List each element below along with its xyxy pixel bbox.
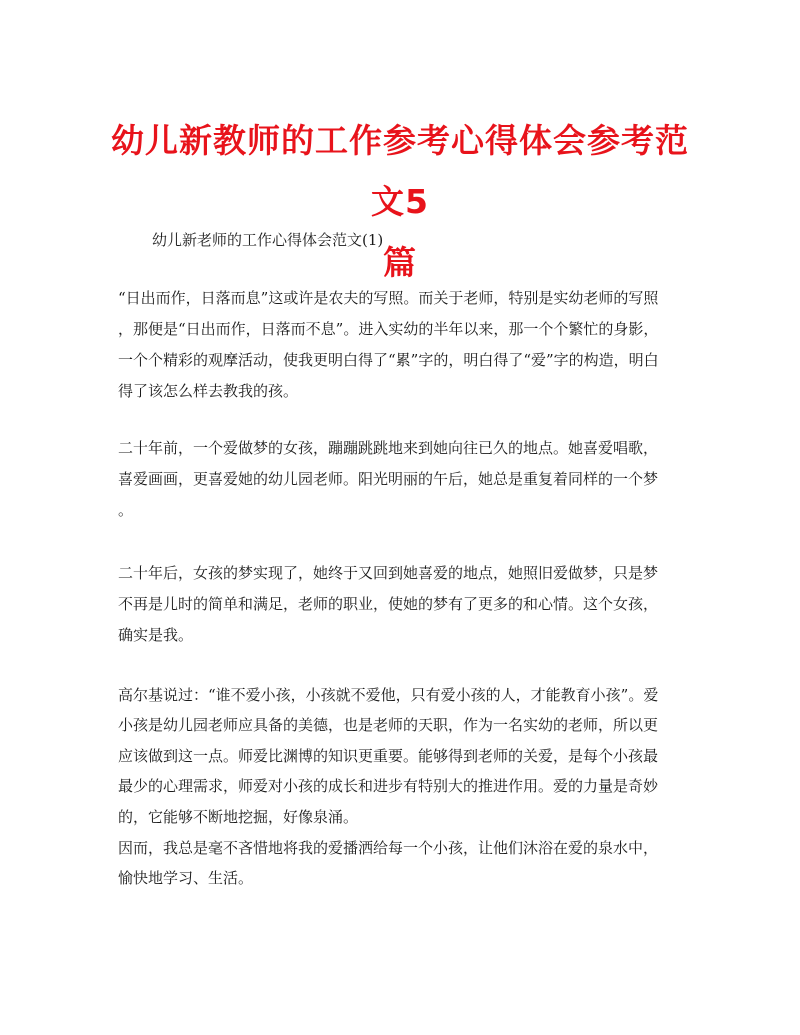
paragraph-4-line-3: 应该做到这一点。师爱比渊博的知识更重要。能够得到老师的关爱，是每个小孩最: [118, 747, 659, 765]
section-subtitle: 幼儿新老师的工作心得体会范文(1): [152, 231, 384, 249]
paragraph-3-line-3: 确实是我。: [118, 626, 194, 644]
paragraph-1-line-3: 一个个精彩的观摩活动，使我更明白得了“累”字的，明白得了“爱”字的构造，明白: [118, 351, 659, 369]
paragraph-4-line-4: 最少的心理需求，师爱对小孩的成长和进步有特别大的推进作用。爱的力量是奇妙: [118, 777, 659, 795]
paragraph-4-line-2: 小孩是幼儿园老师应具备的美德，也是老师的天职，作为一名实幼的老师，所以更: [118, 716, 659, 734]
paragraph-4-line-6: 因而，我总是毫不吝惜地将我的爱播洒给每一个小孩，让他们沐浴在爱的泉水中，: [118, 839, 659, 857]
title-line-1: 幼儿新教师的工作参考心得体会参考范文5: [111, 121, 689, 221]
paragraph-4-line-7: 愉快地学习、生活。: [118, 869, 254, 887]
paragraph-2-line-3: 。: [118, 501, 134, 519]
paragraph-2-line-1: 二十年前，一个爱做梦的女孩，蹦蹦跳跳地来到她向往已久的地点。她喜爱唱歌，: [118, 439, 659, 457]
paragraph-4-line-1: 高尔基说过：“谁不爱小孩，小孩就不爱他，只有爱小孩的人，才能教育小孩”。爱: [118, 686, 659, 704]
title-line-2: 篇: [383, 243, 417, 282]
document-title: [105, 110, 695, 293]
paragraph-1-line-2: ，那便是“日出而作，日落而不息”。进入实幼的半年以来，那一个个繁忙的身影，: [118, 320, 659, 338]
paragraph-2-line-2: 喜爱画画，更喜爱她的幼儿园老师。阳光明丽的午后，她总是重复着同样的一个梦: [118, 470, 659, 488]
paragraph-3-line-2: 不再是儿时的简单和满足，老师的职业，使她的梦有了更多的和心情。这个女孩，: [118, 595, 659, 613]
paragraph-3-line-1: 二十年后，女孩的梦实现了，她终于又回到她喜爱的地点，她照旧爱做梦，只是梦: [118, 564, 659, 582]
paragraph-1-line-4: 得了该怎么样去教我的孩。: [118, 382, 299, 400]
paragraph-1-line-1: “日出而作，日落而息”这或许是农夫的写照。而关于老师，特别是实幼老师的写照: [118, 289, 659, 307]
paragraph-4-line-5: 的，它能够不断地挖掘，好像泉涌。: [118, 808, 359, 826]
